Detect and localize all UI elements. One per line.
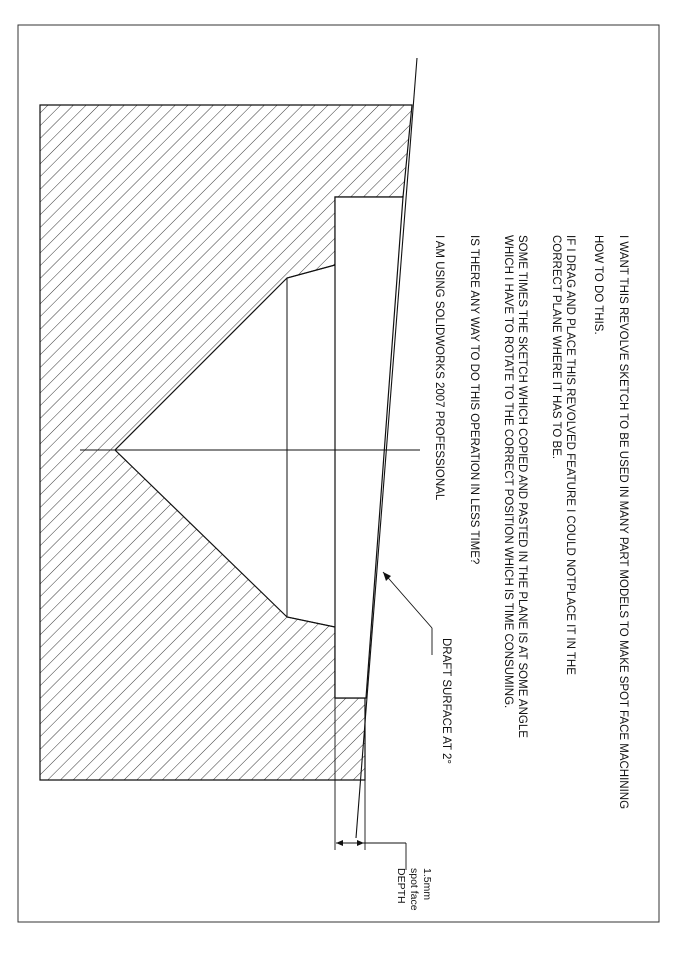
dim-arrow-left	[336, 840, 343, 846]
note-line-6: WHICH I HAVE TO ROTATE TO THE CORRECT POSITION WHICH IS TIME CONSUMING.	[502, 235, 514, 709]
note-line-5: SOME TIMES THE SKETCH WHICH COPIED AND PASTED IN THE PLANE IS AT SOME ANGLE	[516, 235, 528, 738]
note-line-3: IF I DRAG AND PLACE THIS REVOLVED FEATURE I COULD NOTPLACE IT IN THE	[564, 235, 576, 675]
spot-face-bore	[335, 197, 403, 698]
note-line-2: HOW TO DO THIS.	[592, 235, 604, 335]
dimension-label-1: spot face	[408, 868, 420, 911]
draft-label: DRAFT SURFACE AT 2°	[440, 638, 452, 765]
dimension-label-2: DEPTH	[395, 868, 407, 904]
dimension-value: 1.5mm	[421, 868, 433, 901]
draft-leader	[383, 572, 432, 628]
notes-block	[433, 235, 629, 809]
note-line-8: I AM USING SOLIDWORKS 2007 PROFESSIONAL	[433, 235, 445, 501]
dim-arrow-right	[357, 840, 364, 846]
note-line-1: I WANT THIS REVOLVE SKETCH TO BE USED IN MANY PART MODELS TO MAKE SPOT FACE MACHINING	[617, 235, 629, 810]
note-line-4: CORRECT PLANE WHERE IT HAS TO BE.	[550, 235, 562, 460]
note-line-7: IS THERE ANY WAY TO DO THIS OPERATION IN LESS TIME?	[468, 235, 480, 565]
